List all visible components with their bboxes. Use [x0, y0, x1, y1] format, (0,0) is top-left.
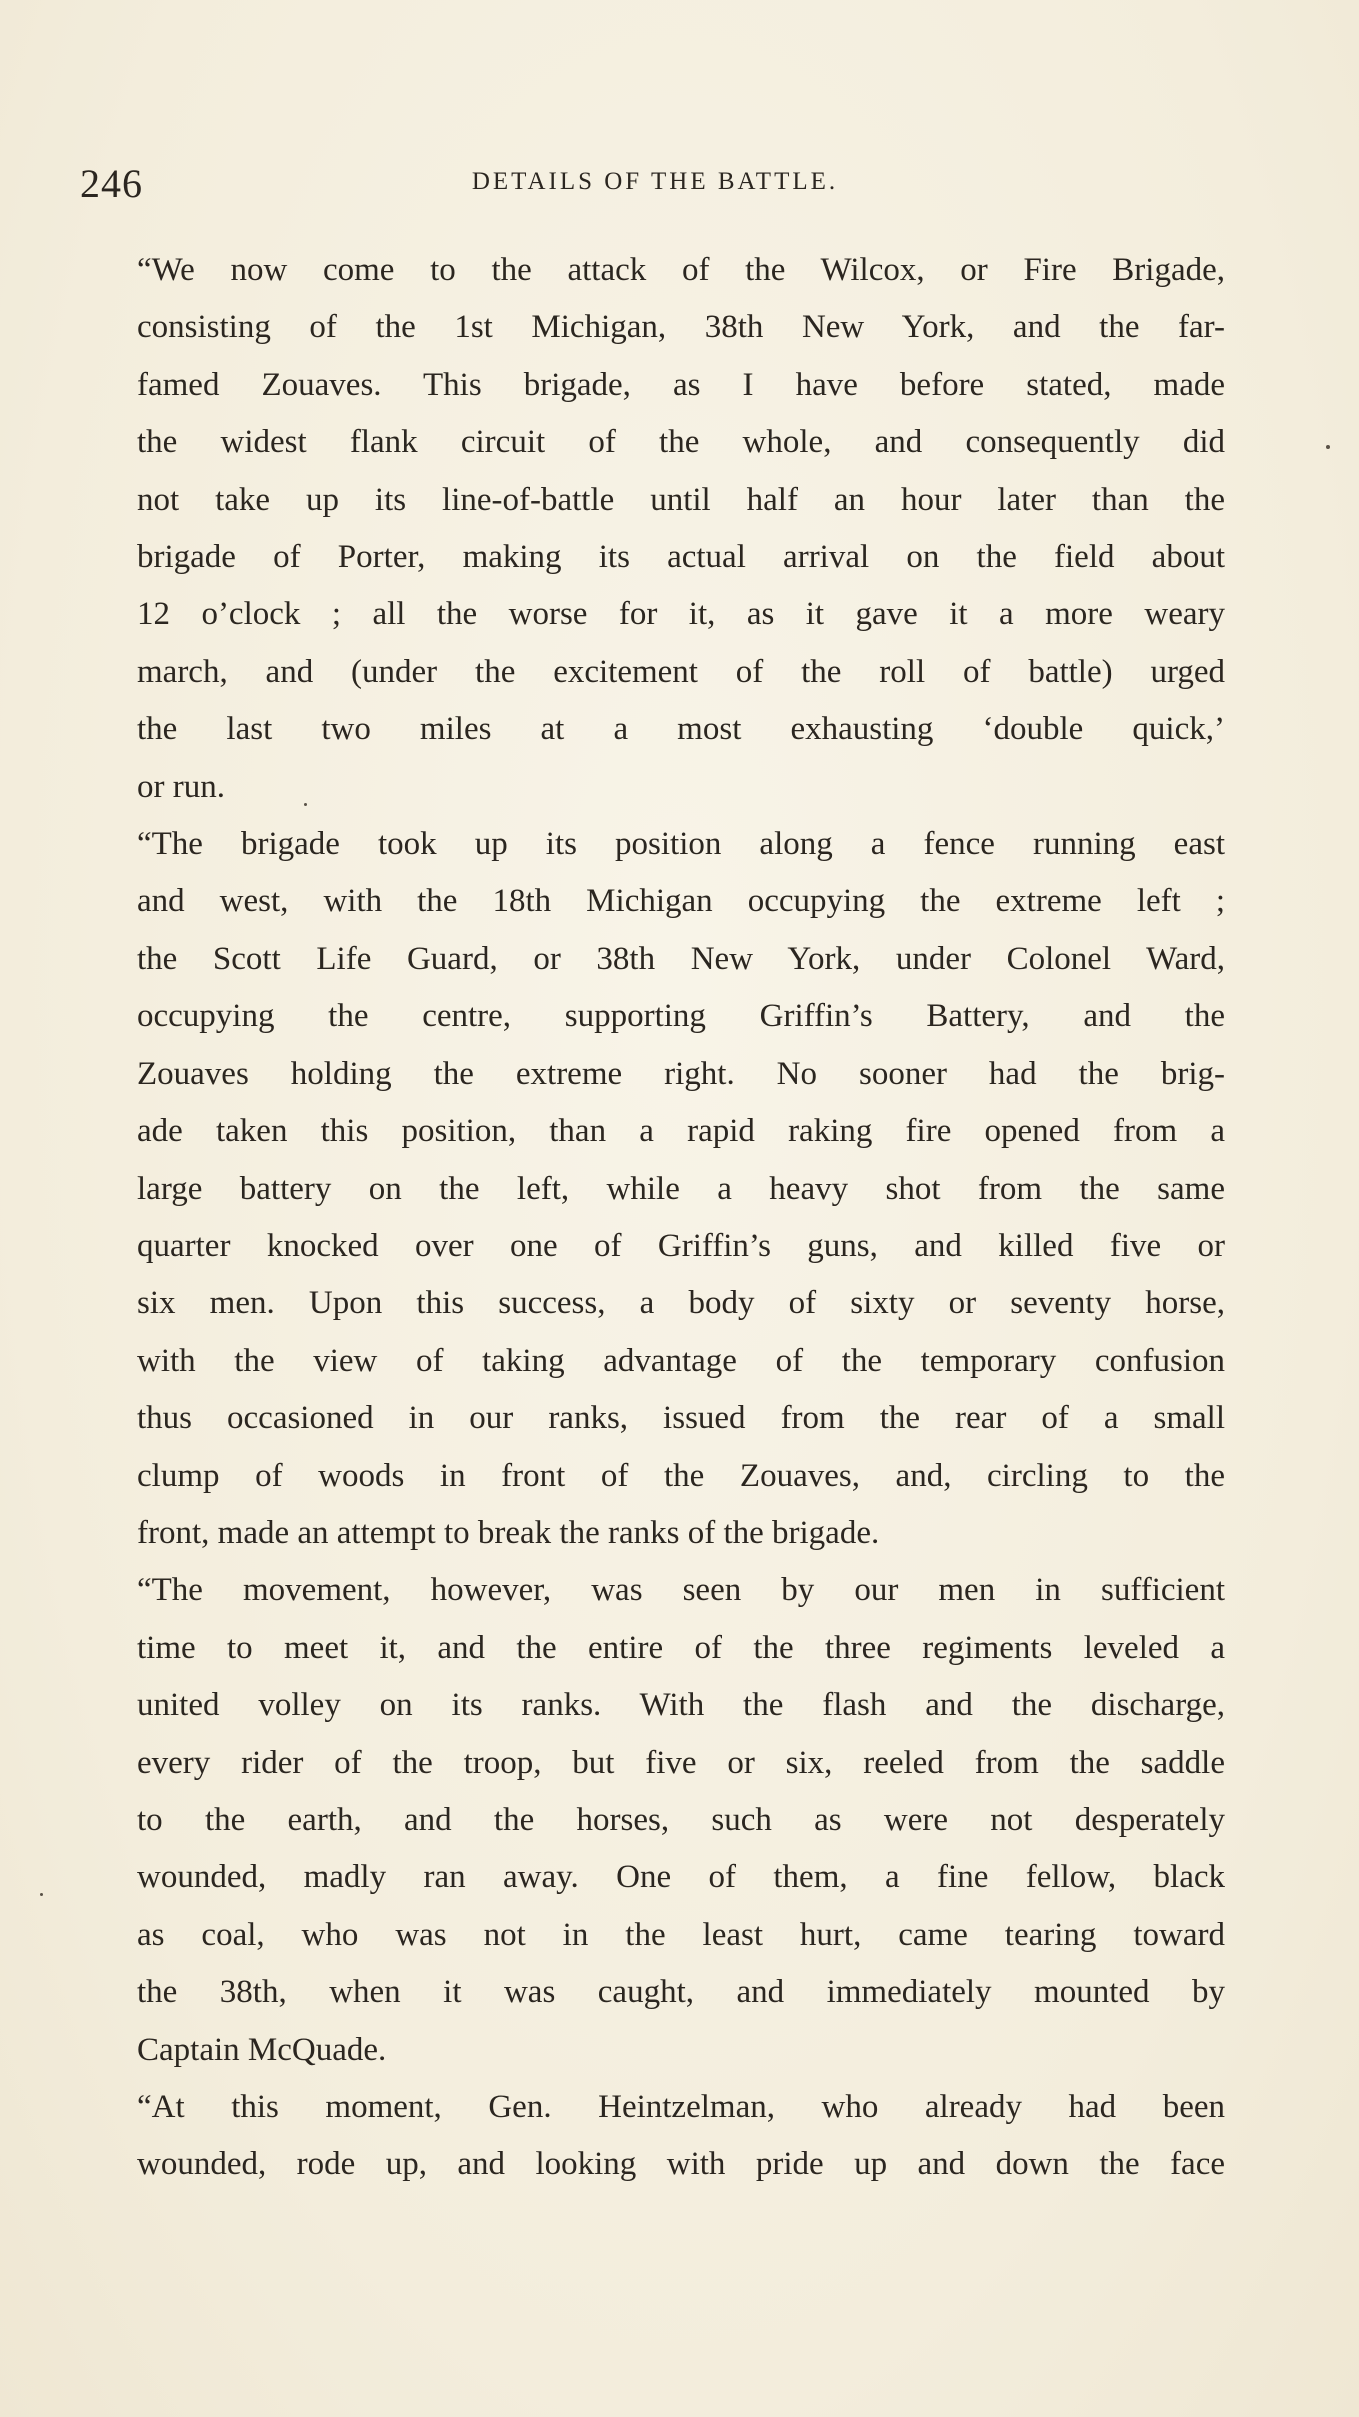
text-line: “We now come to the attack of the Wilcox, or Fire Brigade,: [137, 252, 1225, 288]
text-line: wounded, madly ran away. One of them, a fine fellow, black: [137, 1859, 1225, 1896]
text-line: 12 o’clock ; all the worse for it, as it gave it a more weary: [137, 596, 1225, 633]
text-line: as coal, who was not in the least hurt, came tearing toward: [137, 1916, 1225, 1953]
paragraph-4: [85, 2079, 1225, 2194]
text-line: the last two miles at a most exhausting ‘double quick,’: [137, 711, 1225, 748]
text-line: to the earth, and the horses, such as were not desperately: [137, 1801, 1225, 1838]
text-line: consisting of the 1st Michigan, 38th New York, and the far-: [137, 309, 1225, 346]
text-line: brigade of Porter, making its actual arrival on the field about: [137, 539, 1225, 576]
text-line: “The brigade took up its position along a fence running east: [137, 826, 1225, 863]
text-line: the Scott Life Guard, or 38th New York, under Colonel Ward,: [137, 940, 1225, 977]
page-header: [80, 160, 1230, 210]
text-line: famed Zouaves. This brigade, as I have before stated, made: [137, 366, 1225, 403]
paper-speck: [40, 1893, 43, 1896]
text-line: every rider of the troop, but five or six, reeled from the saddle: [137, 1744, 1225, 1781]
text-line: clump of woods in front of the Zouaves, and, circling to the: [137, 1457, 1225, 1494]
text-line: large battery on the left, while a heavy shot from the same: [137, 1170, 1225, 1207]
text-line: thus occasioned in our ranks, issued from the rear of a small: [137, 1400, 1225, 1437]
text-line: or run.: [137, 768, 225, 805]
text-line: united volley on its ranks. With the flash and the discharge,: [137, 1687, 1225, 1724]
text-line: wounded, rode up, and looking with pride up and down the face: [137, 2146, 1225, 2183]
text-line: occupying the centre, supporting Griffin’s Battery, and the: [137, 998, 1225, 1035]
paragraph-1: [85, 242, 1225, 816]
text-line: not take up its line-of-battle until half an hour later than the: [137, 481, 1225, 518]
running-head: DETAILS OF THE BATTLE.: [471, 168, 839, 195]
text-line: six men. Upon this success, a body of sixty or seventy horse,: [137, 1285, 1225, 1322]
page-number: 246: [80, 161, 143, 206]
text-line: Zouaves holding the extreme right. No sooner had the brig-: [137, 1055, 1225, 1092]
text-line: quarter knocked over one of Griffin’s guns, and killed five or: [137, 1227, 1225, 1264]
text-line: Captain McQuade.: [137, 2031, 387, 2068]
text-line: with the view of taking advantage of the temporary confusion: [137, 1342, 1225, 1379]
body-text: [85, 242, 1225, 2194]
text-line: time to meet it, and the entire of the three regiments leveled a: [137, 1629, 1225, 1666]
paragraph-3: [85, 1562, 1225, 2079]
text-line: the 38th, when it was caught, and immediately mounted by: [137, 1974, 1225, 2011]
text-line: “At this moment, Gen. Heintzelman, who already had been: [137, 2089, 1225, 2125]
text-line: and west, with the 18th Michigan occupying the extreme left ;: [137, 883, 1225, 920]
paper-speck: [304, 803, 307, 806]
paragraph-2: [85, 816, 1225, 1562]
text-line: the widest flank circuit of the whole, and consequently did: [137, 424, 1225, 461]
text-line: “The movement, however, was seen by our men in sufficient: [137, 1572, 1225, 1609]
text-line: ade taken this position, than a rapid raking fire opened from a: [137, 1113, 1225, 1150]
text-line: front, made an attempt to break the ranks of the brigade.: [137, 1514, 880, 1551]
paper-speck: [1326, 445, 1330, 449]
text-line: march, and (under the excitement of the roll of battle) urged: [137, 653, 1225, 690]
